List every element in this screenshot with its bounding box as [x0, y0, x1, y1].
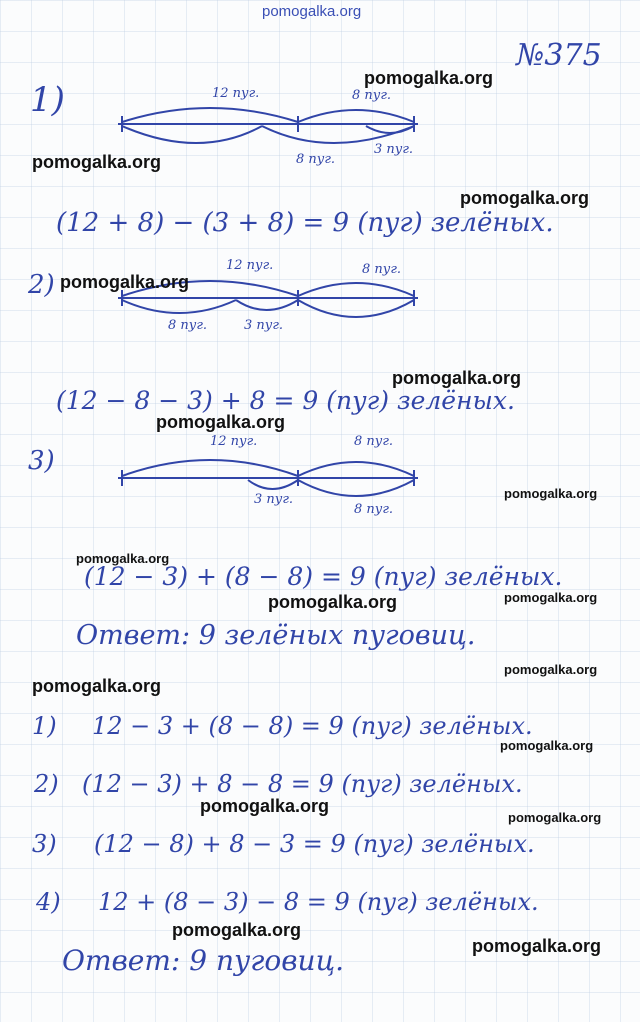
- watermark: pomogalka.org: [364, 68, 494, 88]
- watermark: pomogalka.org: [32, 676, 162, 696]
- watermark: pomogalka.org: [508, 810, 602, 825]
- equation-2: (12 − 8 − 3) + 8 = 9 (пуг) зелёных.: [56, 386, 515, 415]
- watermark: pomogalka.org: [500, 738, 594, 753]
- watermark: pomogalka.org: [472, 936, 602, 956]
- line-2-equation: (12 − 3) + 8 − 8 = 9 (пуг) зелёных.: [82, 770, 523, 798]
- problem-number: №375: [516, 38, 602, 73]
- section-1-label-8-bottom: 8 пуг.: [296, 152, 336, 167]
- watermark: pomogalka.org: [392, 368, 522, 388]
- equation-3: (12 − 3) + (8 − 8) = 9 (пуг) зелёных.: [84, 562, 563, 591]
- watermark: pomogalka.org: [60, 272, 190, 292]
- watermark: pomogalka.org: [32, 152, 162, 172]
- line-1-equation: 12 − 3 + (8 − 8) = 9 (пуг) зелёных.: [92, 712, 533, 740]
- answer-1: Ответ: 9 зелёных пуговиц.: [76, 620, 476, 651]
- section-2-label-3: 3 пуг.: [244, 318, 284, 333]
- section-2-label-8-bottom: 8 пуг.: [168, 318, 208, 333]
- watermark: pomogalka.org: [460, 188, 590, 208]
- section-1-label-8-top: 8 пуг.: [352, 88, 392, 103]
- watermark: pomogalka.org: [172, 920, 302, 940]
- line-3-number: 3): [32, 830, 57, 858]
- answer-2: Ответ: 9 пуговиц.: [62, 944, 345, 977]
- section-2-label-8-top: 8 пуг.: [362, 262, 402, 277]
- section-1-label-12: 12 пуг.: [212, 86, 260, 101]
- watermark: pomogalka.org: [156, 412, 286, 432]
- section-3-label-8-top: 8 пуг.: [354, 434, 394, 449]
- watermark: pomogalka.org: [504, 486, 598, 501]
- watermark: pomogalka.org: [268, 592, 398, 612]
- line-4-equation: 12 + (8 − 3) − 8 = 9 (пуг) зелёных.: [98, 888, 539, 916]
- watermark: pomogalka.org: [76, 551, 170, 566]
- section-2-label-12: 12 пуг.: [226, 258, 274, 273]
- section-3-number: 3): [28, 446, 55, 476]
- line-2-number: 2): [34, 770, 59, 798]
- section-3-label-12: 12 пуг.: [210, 434, 258, 449]
- section-3-label-3: 3 пуг.: [254, 492, 294, 507]
- section-1-label-3: 3 пуг.: [374, 142, 414, 157]
- section-3-label-8-bottom: 8 пуг.: [354, 502, 394, 517]
- line-3-equation: (12 − 8) + 8 − 3 = 9 (пуг) зелёных.: [94, 830, 535, 858]
- section-1-number: 1): [30, 80, 65, 120]
- line-4-number: 4): [36, 888, 61, 916]
- watermark: pomogalka.org: [504, 590, 598, 605]
- line-1-number: 1): [32, 712, 57, 740]
- section-2-number: 2): [28, 270, 55, 300]
- watermark: pomogalka.org: [504, 662, 598, 677]
- watermark-top: pomogalka.org: [262, 3, 362, 20]
- watermark: pomogalka.org: [200, 796, 330, 816]
- equation-1: (12 + 8) − (3 + 8) = 9 (пуг) зелёных.: [56, 208, 554, 238]
